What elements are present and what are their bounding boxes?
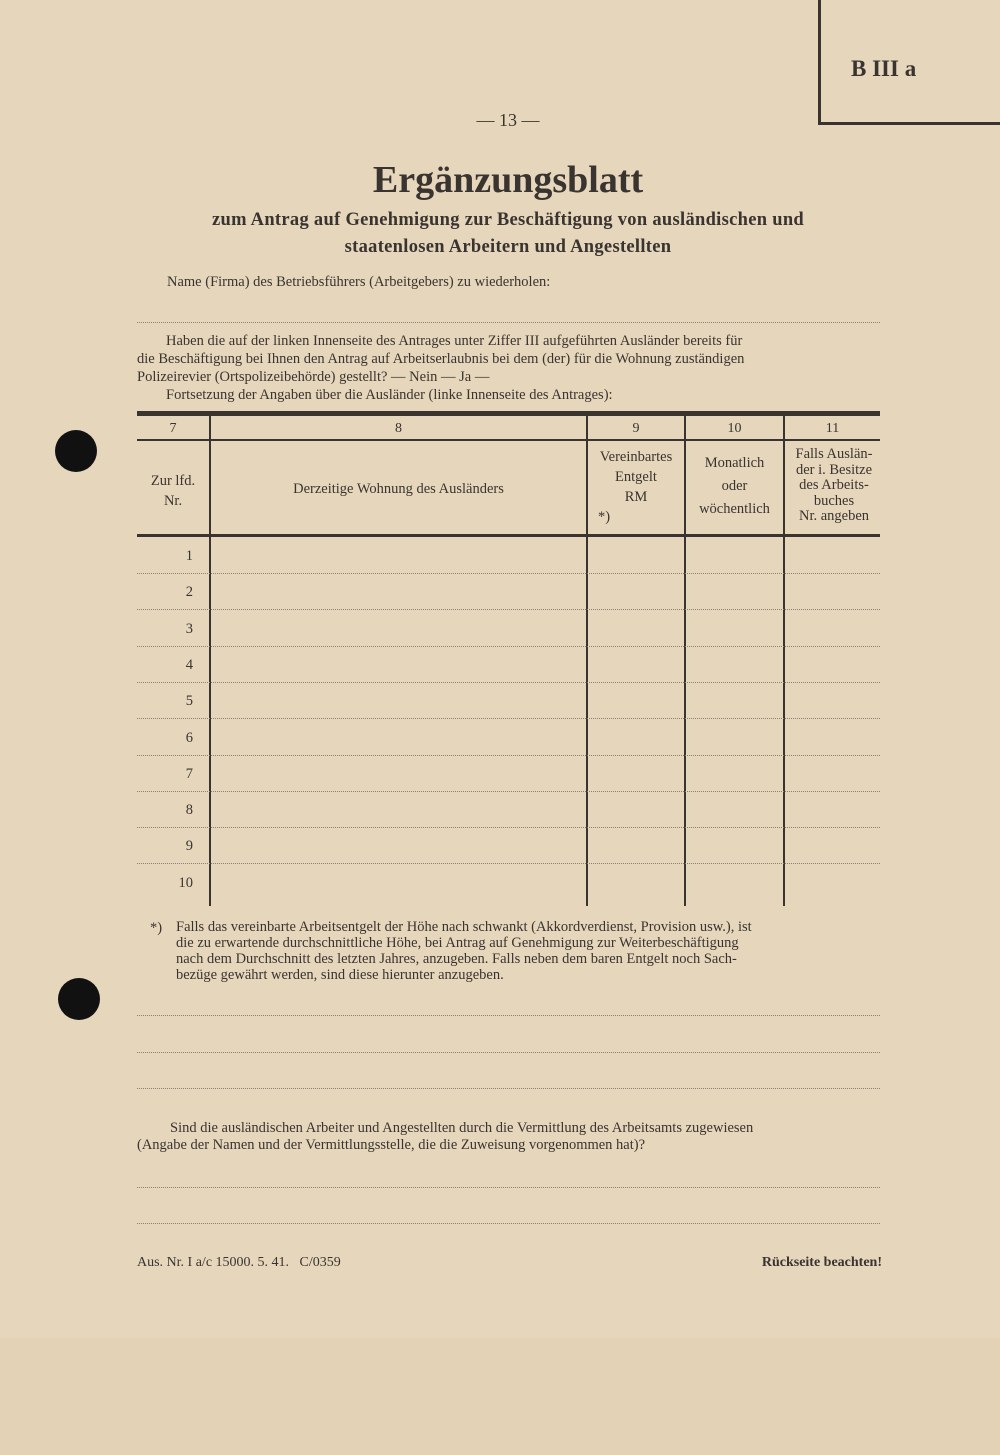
document-title: Ergänzungsblatt [372, 159, 644, 201]
in-kind-benefits-line[interactable] [137, 1015, 880, 1016]
column-number: 7 [169, 421, 177, 436]
question-police-application: Haben die auf der linken Innenseite des Antrages unter Ziffer III aufgeführten Ausländer bereits für die Beschäftigung bei Ihnen den Antrag auf Arbeitserlaubnis bei dem (der) für die Wohnung zuständigen Polizeirevier (Ortspolizeibehörde) gestellt? — Nein — Ja — Fortsetzung der Angaben über die Ausländer (linke Innenseite des Antrages): [137, 333, 745, 403]
table-row-separator [137, 827, 880, 828]
form-code-box [818, 0, 1000, 125]
scan-bottom-margin [0, 1338, 1000, 1455]
row-number: 7 [185, 765, 193, 782]
punch-hole [55, 430, 97, 472]
row-number: 4 [185, 656, 193, 673]
page-number: — 13 — [476, 110, 540, 130]
document-subtitle: zum Antrag auf Genehmigung zur Beschäftigung von ausländischen und staatenlosen Arbeitern und Angestellten [211, 210, 805, 257]
row-number: 3 [185, 620, 193, 637]
table-row-separator [137, 646, 880, 647]
row-number: 9 [185, 838, 193, 855]
footnote-marker: *) [150, 920, 163, 936]
row-number: 5 [185, 693, 193, 710]
column-number: 9 [632, 421, 640, 436]
table-row-separator [137, 791, 880, 792]
form-code: B III a [851, 56, 917, 81]
print-reference: Aus. Nr. I a/c 15000. 5. 41. C/0359 [137, 1255, 341, 1270]
table-row-separator [137, 609, 880, 610]
table-row-separator [137, 682, 880, 683]
header-serial-number: Zur lfd. Nr. [150, 473, 196, 509]
row-number: 2 [185, 584, 193, 601]
row-number: 10 [178, 874, 193, 891]
column-number: 10 [727, 421, 742, 436]
labour-office-answer-line[interactable] [137, 1223, 880, 1224]
header-residence: Derzeitige Wohnung des Ausländers [293, 481, 504, 497]
employer-prompt: Name (Firma) des Betriebsführers (Arbeitgebers) zu wiederholen: [167, 274, 551, 290]
row-number: 1 [185, 548, 193, 564]
row-number: 8 [185, 802, 193, 819]
punch-hole [58, 978, 100, 1020]
table-top-rule [137, 411, 880, 416]
in-kind-benefits-line[interactable] [137, 1052, 880, 1053]
table-rule [137, 439, 880, 441]
header-work-book: Falls Auslän- der i. Besitze des Arbeits- buches Nr. angeben [795, 446, 873, 524]
header-monthly-weekly: Monatlich oder wöchentlich [699, 455, 770, 517]
column-number: 8 [395, 421, 402, 436]
table-row-separator [137, 573, 880, 574]
header-agreed-pay: Vereinbartes Entgelt RM *) [598, 449, 673, 525]
table-row-separator [137, 755, 880, 756]
column-number: 11 [825, 421, 840, 436]
employer-name-field[interactable] [137, 322, 880, 323]
labour-office-answer-line[interactable] [137, 1187, 880, 1188]
in-kind-benefits-line[interactable] [137, 1088, 880, 1089]
turn-over-note: Rückseite beachten! [761, 1255, 882, 1270]
footnote: Falls das vereinbarte Arbeitsentgelt der Höhe nach schwankt (Akkordverdienst, Provision usw.), ist die zu erwartende durchschnittliche Höhe, bei Antrag auf Genehmigung zur Weiterbeschäftigung nach dem Durchschnitt des letzten Jahres, anzugeben. Falls neben dem baren Entgelt noch Sach- bezüge gewährt werden, sind diese hierunter anzugeben. [176, 919, 752, 983]
table-row-separator [137, 718, 880, 719]
table-header-rule [137, 534, 880, 537]
row-number: 6 [185, 729, 193, 746]
table-row-separator [137, 863, 880, 864]
question-labour-office: Sind die ausländischen Arbeiter und Angestellten durch die Vermittlung des Arbeitsamts zugewiesen (Angabe der Namen und der Vermittlungsstelle, die die Zuweisung vorgenommen hat)? [137, 1120, 754, 1153]
